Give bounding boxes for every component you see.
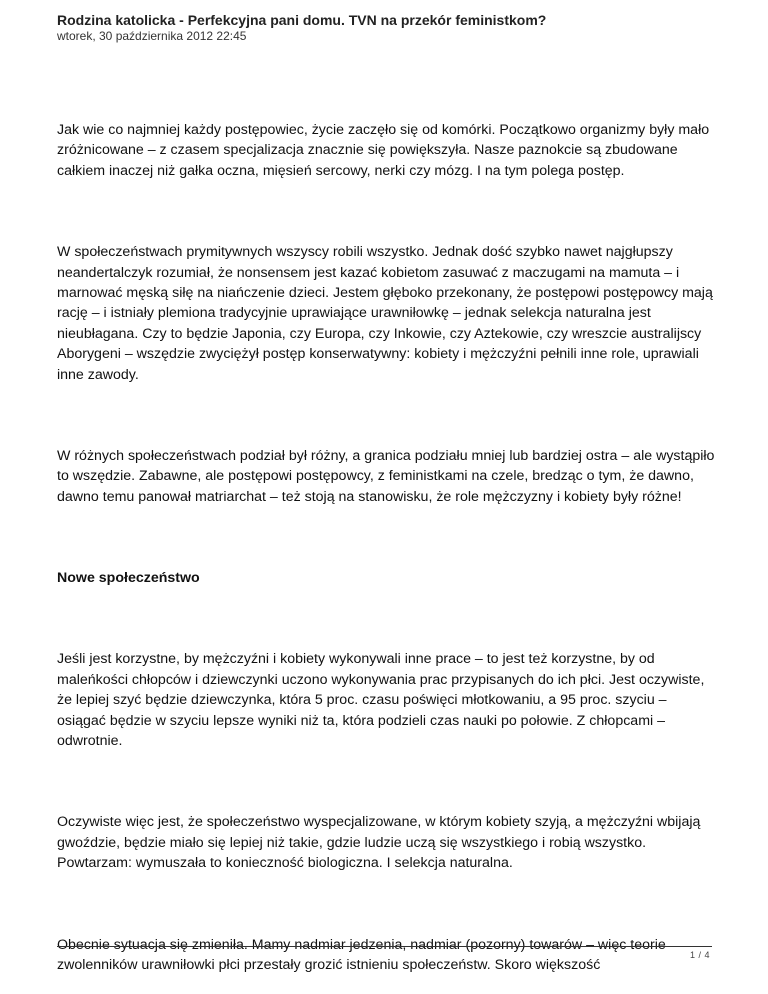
paragraph-3: W różnych społeczeństwach podział był różny, a granica podziału mniej lub bardziej ostra – ale wystąpiło to wszędzie. Zabawne, ale postępowi postępowcy, z feministkami na czele, bredząc o tym, że dawno, dawno temu panował matriarchat – też stoją na stanowisku, że role mężczyzny i kobiety były różne! — [57, 448, 715, 505]
paragraph-2: W społeczeństwach prymitywnych wszyscy robili wszystko. Jednak dość szybko nawet najgłupszy neandertalczyk rozumiał, że nonsensem jest kazać kobietom zasuwać z maczugami na mamuta – i marnować męską siłę na niańczenie dzieci. Jestem głęboko przekonany, że postępowi postępowcy mają rację – i istniały plemiona tradycyjnie uprawiające urawniłowkę – jednak selekcja naturalna jest nieubłagana. Czy to będzie Japonia, czy Europa, czy Inkowie, czy Aztekowie, czy wreszcie australijscy Aborygeni – wszędzie zwyciężył postęp konserwatywny: kobiety i mężczyźni pełnili inne role, uprawiali inne zawody. — [57, 244, 713, 383]
paragraph-5: Oczywiste więc jest, że społeczeństwo wyspecjalizowane, w którym kobiety szyją, a mężczyźni wbijają gwoździe, będzie miało się lepiej niż takie, gdzie ludzie uczą się wszystkiego i robią wszystko. Powtarzam: wymuszała to konieczność biologiczna. I selekcja naturalna. — [57, 814, 701, 872]
footer-divider — [57, 946, 712, 947]
publish-date: wtorek, 30 października 2012 22:45 — [57, 29, 247, 43]
paragraph-1: Jak wie co najmniej każdy postępowiec, życie zaczęło się od komórki. Początkowo organizmy były mało zróżnicowane – z czasem specjalizacja znacznie się powiększyła. Nasze paznokcie są zbudowane całkiem inaczej niż gałka oczna, mięsień sercowy, nerki czy mózg. I na tym polega postęp. — [57, 122, 710, 179]
document-title: Rodzina katolicka - Perfekcyjna pani domu. TVN na przekór feministkom? — [57, 12, 547, 28]
paragraph-4: Jeśli jest korzystne, by mężczyźni i kobiety wykonywali inne prace – to jest też korzystne, by od maleńkości chłopców i dziewczynki uczono wykonywania prac przypisanych do ich płci. Jest oczywiste, że lepiej szyć będzie dziewczynka, która 5 proc. czasu poświęci młotkowaniu, a 95 proc. szyciu – osiągać będzie w szyciu lepsze wyniki niż ta, która podzieli czas nauki po połowie. Z chłopcami – odwrotnie. — [57, 651, 705, 749]
page-number: 1 / 4 — [689, 950, 710, 960]
section-heading: Nowe społeczeństwo — [57, 570, 200, 587]
document-header — [57, 12, 717, 44]
article-body — [57, 120, 717, 975]
paragraph-6: Obecnie sytuacja się zmieniła. Mamy nadmiar jedzenia, nadmiar (pozorny) towarów – więc teorie zwolenników urawniłowki płci przestały grozić istnieniu społeczeństw. Skoro większość — [57, 936, 666, 973]
